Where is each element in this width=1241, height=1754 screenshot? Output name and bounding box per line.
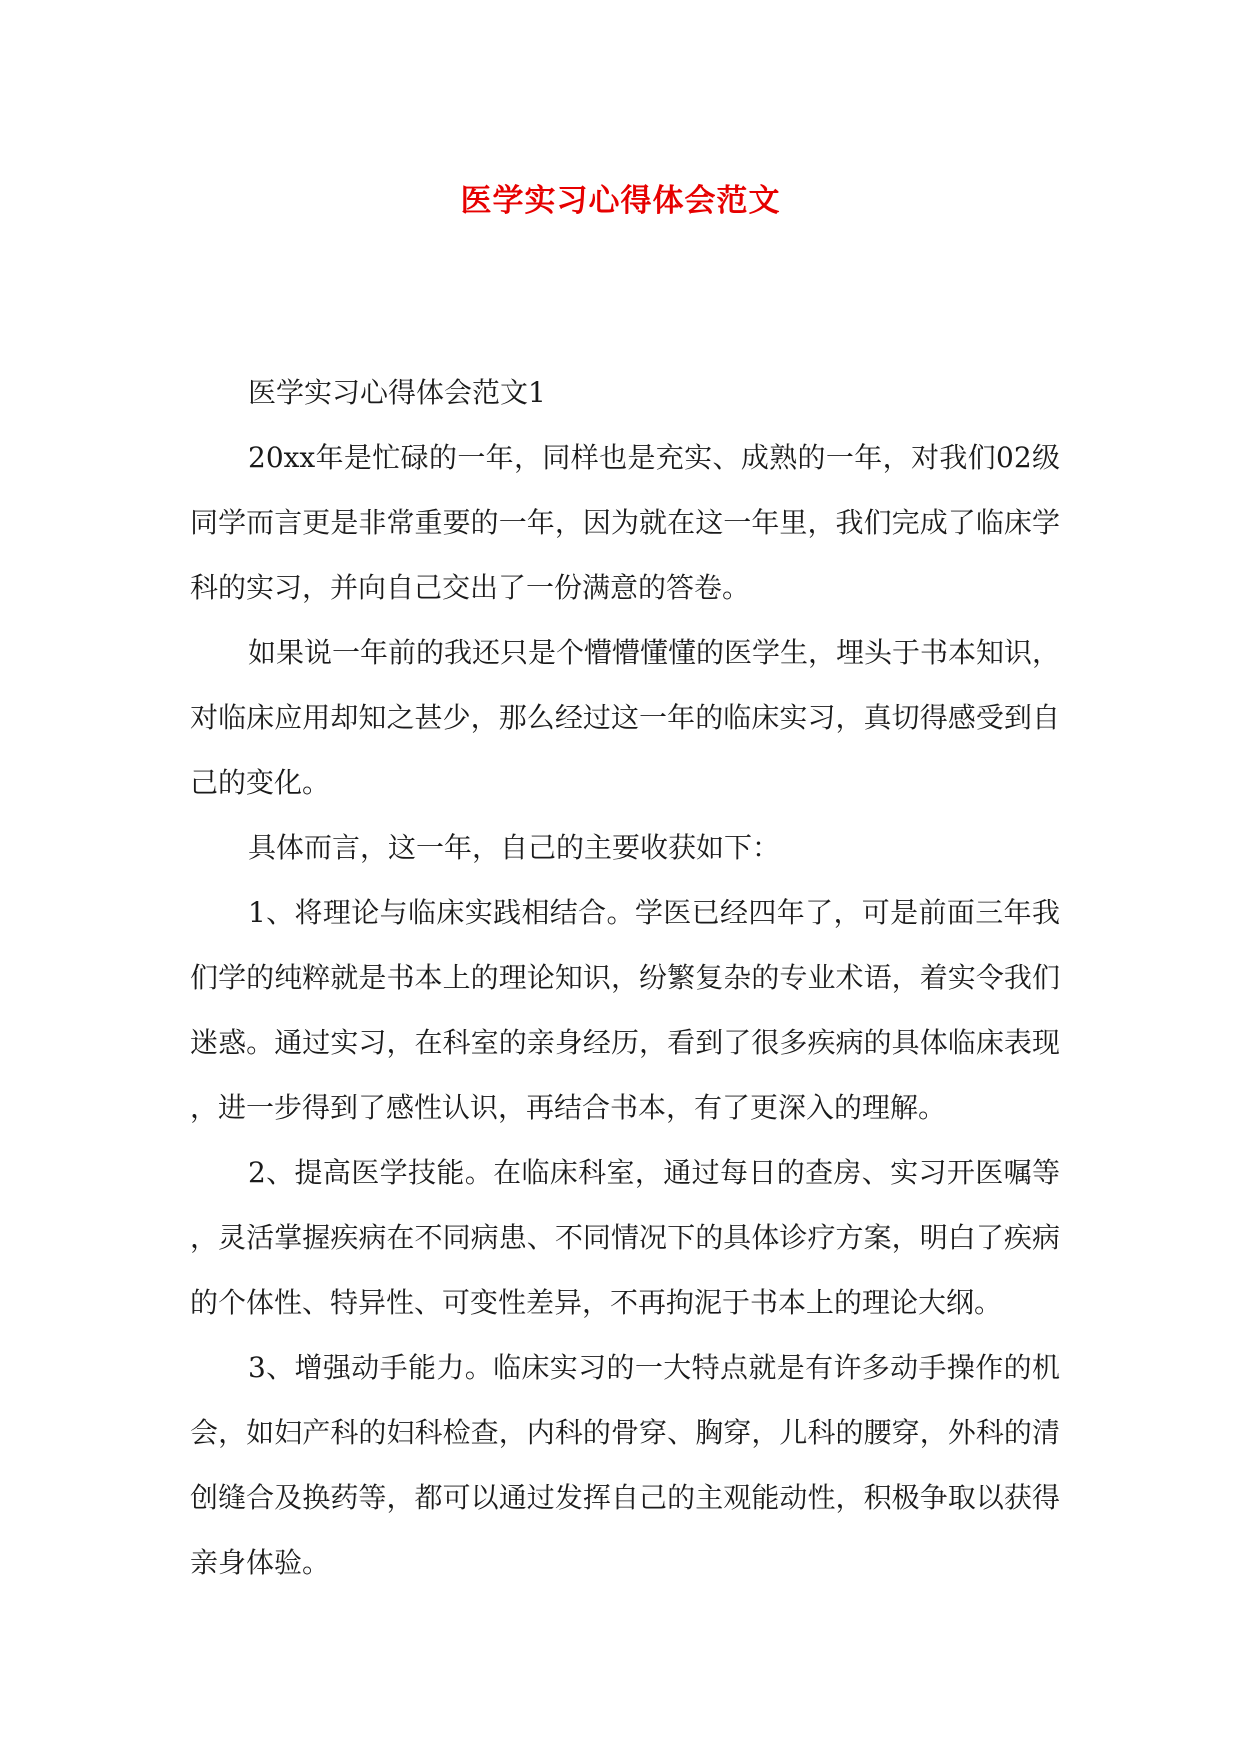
section-heading: 医学实习心得体会范文1	[248, 376, 546, 409]
paragraph-intro: 20xx年是忙碌的一年，同样也是充实、成熟的一年，对我们02级同学而言更是非常重要的一年，因为就在这一年里，我们完成了临床学科的实习，并向自己交出了一份满意的答卷。	[190, 441, 1060, 604]
document-title: 医学实习心得体会范文	[460, 182, 781, 219]
paragraph-point-1: 1、将理论与临床实践相结合。学医已经四年了，可是前面三年我们学的纯粹就是书本上的理论知识，纷繁复杂的专业术语，着实令我们迷惑。通过实习，在科室的亲身经历，看到了很多疾病的具体临床表现，进一步得到了感性认识，再结合书本，有了更深入的理解。	[190, 896, 1060, 1124]
paragraph-summary: 具体而言，这一年，自己的主要收获如下：	[248, 831, 781, 864]
document-body	[190, 360, 1060, 1595]
paragraph-point-3: 3、增强动手能力。临床实习的一大特点就是有许多动手操作的机会，如妇产科的妇科检查，内科的骨穿、胸穿，儿科的腰穿，外科的清创缝合及换药等，都可以通过发挥自己的主观能动性，积极争取以获得亲身体验。	[190, 1351, 1060, 1579]
paragraph-change: 如果说一年前的我还只是个懵懵懂懂的医学生，埋头于书本知识，对临床应用却知之甚少，那么经过这一年的临床实习，真切得感受到自己的变化。	[190, 636, 1061, 799]
paragraph-point-2: 2、提高医学技能。在临床科室，通过每日的查房、实习开医嘱等，灵活掌握疾病在不同病患、不同情况下的具体诊疗方案，明白了疾病的个体性、特异性、可变性差异，不再拘泥于书本上的理论大纲。	[190, 1156, 1060, 1319]
